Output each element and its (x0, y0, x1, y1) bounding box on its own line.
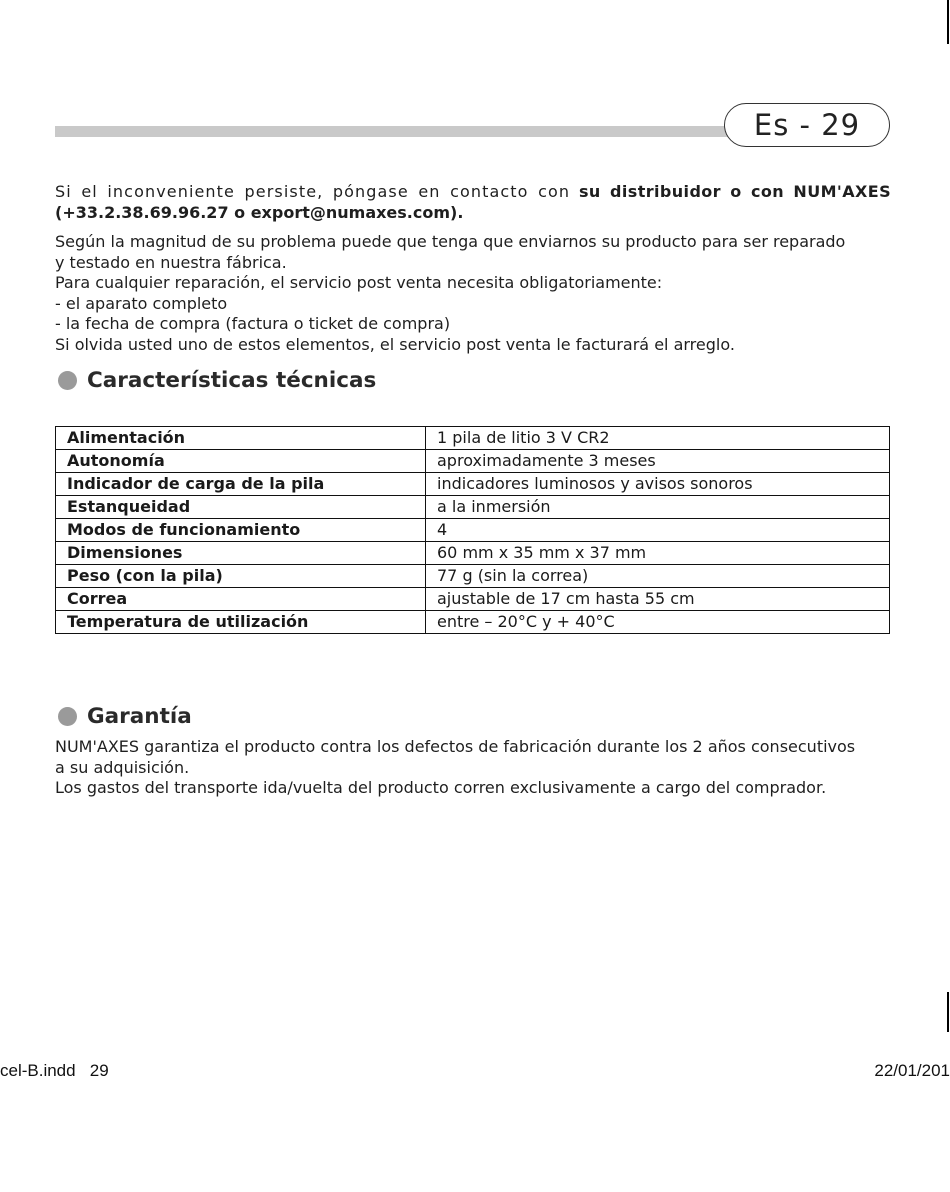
header-bar (55, 126, 755, 137)
spec-label: Modos de funcionamiento (56, 519, 426, 542)
spec-value: entre – 20°C y + 40°C (426, 611, 890, 634)
contact-paragraph (55, 182, 891, 203)
warranty-heading (55, 704, 192, 729)
warranty-title: Garantía (87, 704, 192, 729)
repair-line: Si olvida usted uno de estos elementos, el servicio post venta le facturará el arreglo. (55, 334, 735, 354)
specs-heading (55, 368, 376, 393)
specs-row (56, 542, 890, 565)
warranty-paragraph (55, 737, 891, 799)
footer-date: 22/01/201 (874, 1061, 950, 1080)
spec-label: Alimentación (56, 427, 426, 450)
spec-label: Indicador de carga de la pila (56, 473, 426, 496)
spec-value: 60 mm x 35 mm x 37 mm (426, 542, 890, 565)
spec-label: Estanqueidad (56, 496, 426, 519)
bullet-icon (58, 371, 77, 390)
specs-row (56, 519, 890, 542)
spec-label: Correa (56, 588, 426, 611)
repair-paragraph (55, 232, 891, 355)
spec-value: 4 (426, 519, 890, 542)
repair-line: Según la magnitud de su problema puede que tenga que enviarnos su producto para ser reparado (55, 232, 846, 251)
contact-bold-line2: (+33.2.38.69.96.27 o export@numaxes.com). (55, 203, 464, 222)
page-number-label: Es - 29 (753, 108, 861, 142)
spec-label: Peso (con la pila) (56, 565, 426, 588)
contact-lead-text: Si el inconveniente persiste, póngase en contacto con (55, 182, 571, 201)
specs-row (56, 473, 890, 496)
repair-line: Para cualquier reparación, el servicio post venta necesita obligatoriamente: (55, 273, 663, 292)
spec-value: aproximadamente 3 meses (426, 450, 890, 473)
specs-row (56, 611, 890, 634)
contact-paragraph-line2 (55, 203, 891, 224)
repair-line: - el aparato completo (55, 293, 228, 313)
specs-row (56, 496, 890, 519)
spec-label: Temperatura de utilización (56, 611, 426, 634)
spec-label: Dimensiones (56, 542, 426, 565)
contact-bold-tail: su distribuidor o con NUM'AXES (578, 182, 891, 201)
spec-value: a la inmersión (426, 496, 890, 519)
spec-value: indicadores luminosos y avisos sonoros (426, 473, 890, 496)
spec-value: 77 g (sin la correa) (426, 565, 890, 588)
repair-line: y testado en nuestra fábrica. (55, 252, 287, 272)
specs-row (56, 565, 890, 588)
specs-row (56, 450, 890, 473)
specs-row (56, 588, 890, 611)
spec-value: ajustable de 17 cm hasta 55 cm (426, 588, 890, 611)
warranty-line: NUM'AXES garantiza el producto contra los defectos de fabricación durante los 2 años consecutivos (55, 737, 856, 756)
footer-file-name: cel-B.indd 29 (0, 1061, 109, 1080)
specs-title: Características técnicas (87, 368, 377, 393)
page-number-tab (724, 103, 890, 147)
crop-mark-top-right (947, 0, 949, 44)
warranty-line: Los gastos del transporte ida/vuelta del producto corren exclusivamente a cargo del comprador. (55, 778, 827, 797)
warranty-line: a su adquisición. (55, 757, 190, 777)
crop-mark-bottom-right (947, 992, 949, 1032)
specs-row (56, 427, 890, 450)
spec-label: Autonomía (56, 450, 426, 473)
specs-table (55, 426, 890, 634)
spec-value: 1 pila de litio 3 V CR2 (426, 427, 890, 450)
repair-line: - la fecha de compra (factura o ticket de compra) (55, 314, 451, 333)
bullet-icon (58, 707, 77, 726)
